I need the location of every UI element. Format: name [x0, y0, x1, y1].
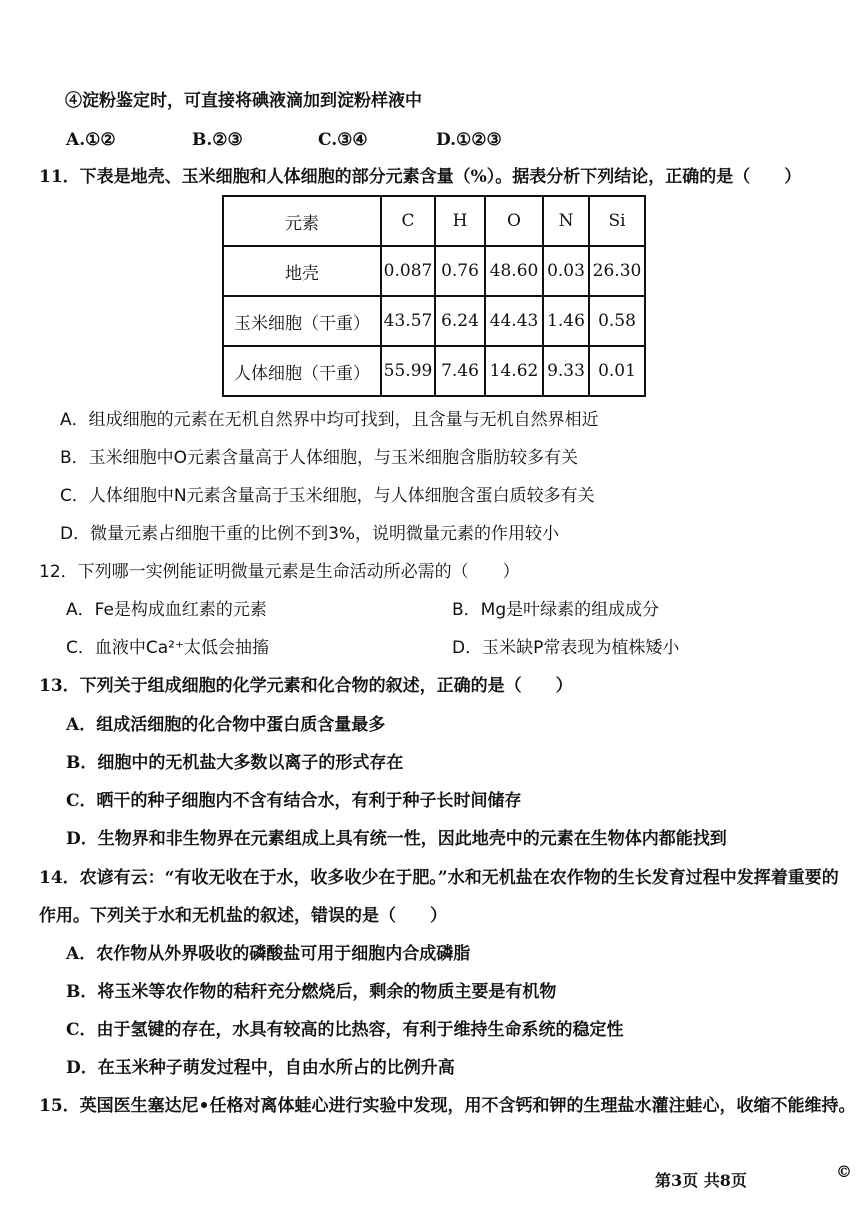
table-cell: 44.43: [485, 296, 543, 346]
table-row: [223, 346, 645, 396]
q10-option-b: B.②③: [192, 130, 243, 150]
q13-option-b: B．细胞中的无机盐大多数以离子的形式存在: [66, 753, 404, 773]
table-cell: 14.62: [485, 346, 543, 396]
q14-option-d: D．在玉米种子萌发过程中，自由水所占的比例升高: [66, 1058, 455, 1078]
table-cell: 48.60: [485, 246, 543, 296]
q10-option-d: D.①②③: [436, 130, 502, 150]
table-cell: 地壳: [223, 246, 381, 296]
table-header-cell: N: [543, 196, 589, 246]
table-cell: 1.46: [543, 296, 589, 346]
q14-option-b: B．将玉米等农作物的秸秆充分燃烧后，剩余的物质主要是有机物: [66, 982, 557, 1002]
table-header-row: [223, 196, 645, 246]
table-header-cell: 元素: [223, 196, 381, 246]
q14-stem-line2: 作用。下列关于水和无机盐的叙述，错误的是（ ）: [39, 906, 447, 926]
q13-option-c: C．晒干的种子细胞内不含有结合水，有利于种子长时间储存: [66, 791, 522, 811]
q12-option-b: B．Mg是叶绿素的组成成分: [452, 600, 660, 620]
table-cell: 55.99: [381, 346, 435, 396]
table-cell: 9.33: [543, 346, 589, 396]
table-cell: 6.24: [435, 296, 485, 346]
q13-option-d: D．生物界和非生物界在元素组成上具有统一性，因此地壳中的元素在生物体内都能找到: [66, 829, 727, 849]
table-cell: 7.46: [435, 346, 485, 396]
table-cell: 0.087: [381, 246, 435, 296]
q14-option-c: C．由于氢键的存在，水具有较高的比热容，有利于维持生命系统的稳定性: [66, 1020, 624, 1040]
table-cell: 0.03: [543, 246, 589, 296]
corner-mark: ©: [836, 1162, 852, 1181]
q11-stem: 11．下表是地壳、玉米细胞和人体细胞的部分元素含量（%）。据表分析下列结论，正确的是（ ）: [39, 167, 802, 187]
q10-option-c: C.③④: [318, 130, 368, 150]
table-header-cell: C: [381, 196, 435, 246]
q11-option-c: C．人体细胞中N元素含量高于玉米细胞，与人体细胞含蛋白质较多有关: [60, 486, 595, 506]
q11-option-b: B．玉米细胞中O元素含量高于人体细胞，与玉米细胞含脂肪较多有关: [60, 448, 579, 468]
table-cell: 玉米细胞（干重）: [223, 296, 381, 346]
table-header-cell: H: [435, 196, 485, 246]
q11-option-d: D．微量元素占细胞干重的比例不到3%，说明微量元素的作用较小: [60, 524, 560, 544]
table-cell: 26.30: [589, 246, 645, 296]
element-content-table: [222, 195, 646, 397]
q12-option-a: A．Fe是构成血红素的元素: [66, 600, 267, 620]
q10-item4: ④淀粉鉴定时，可直接将碘液滴加到淀粉样液中: [65, 91, 422, 111]
q13-stem: 13．下列关于组成细胞的化学元素和化合物的叙述，正确的是（ ）: [39, 676, 573, 696]
q10-option-a: A.①②: [66, 130, 116, 150]
table-header-cell: Si: [589, 196, 645, 246]
table-cell: 人体细胞（干重）: [223, 346, 381, 396]
q15-stem: 15．英国医生塞达尼•任格对离体蛙心进行实验中发现，用不含钙和钾的生理盐水灌注蛙心，收缩不能维持。: [39, 1096, 856, 1116]
table-cell: 0.76: [435, 246, 485, 296]
page-number: 第3页 共8页: [655, 1171, 747, 1190]
q14-stem-line1: 14．农谚有云：“有收无收在于水，收多收少在于肥。”水和无机盐在农作物的生长发育过程中发挥着重要的: [39, 868, 839, 888]
q11-option-a: A．组成细胞的元素在无机自然界中均可找到，且含量与无机自然界相近: [60, 410, 599, 430]
q14-option-a: A．农作物从外界吸收的磷酸盐可用于细胞内合成磷脂: [66, 944, 471, 964]
table-row: [223, 296, 645, 346]
table-cell: 0.58: [589, 296, 645, 346]
table-cell: 43.57: [381, 296, 435, 346]
q12-option-c: C．血液中Ca²⁺太低会抽搐: [66, 638, 269, 658]
table-cell: 0.01: [589, 346, 645, 396]
q13-option-a: A．组成活细胞的化合物中蛋白质含量最多: [66, 715, 386, 735]
q12-stem: 12．下列哪一实例能证明微量元素是生命活动所必需的（ ）: [39, 562, 520, 582]
table-row: [223, 246, 645, 296]
table-header-cell: O: [485, 196, 543, 246]
q12-option-d: D．玉米缺P常表现为植株矮小: [452, 638, 680, 658]
